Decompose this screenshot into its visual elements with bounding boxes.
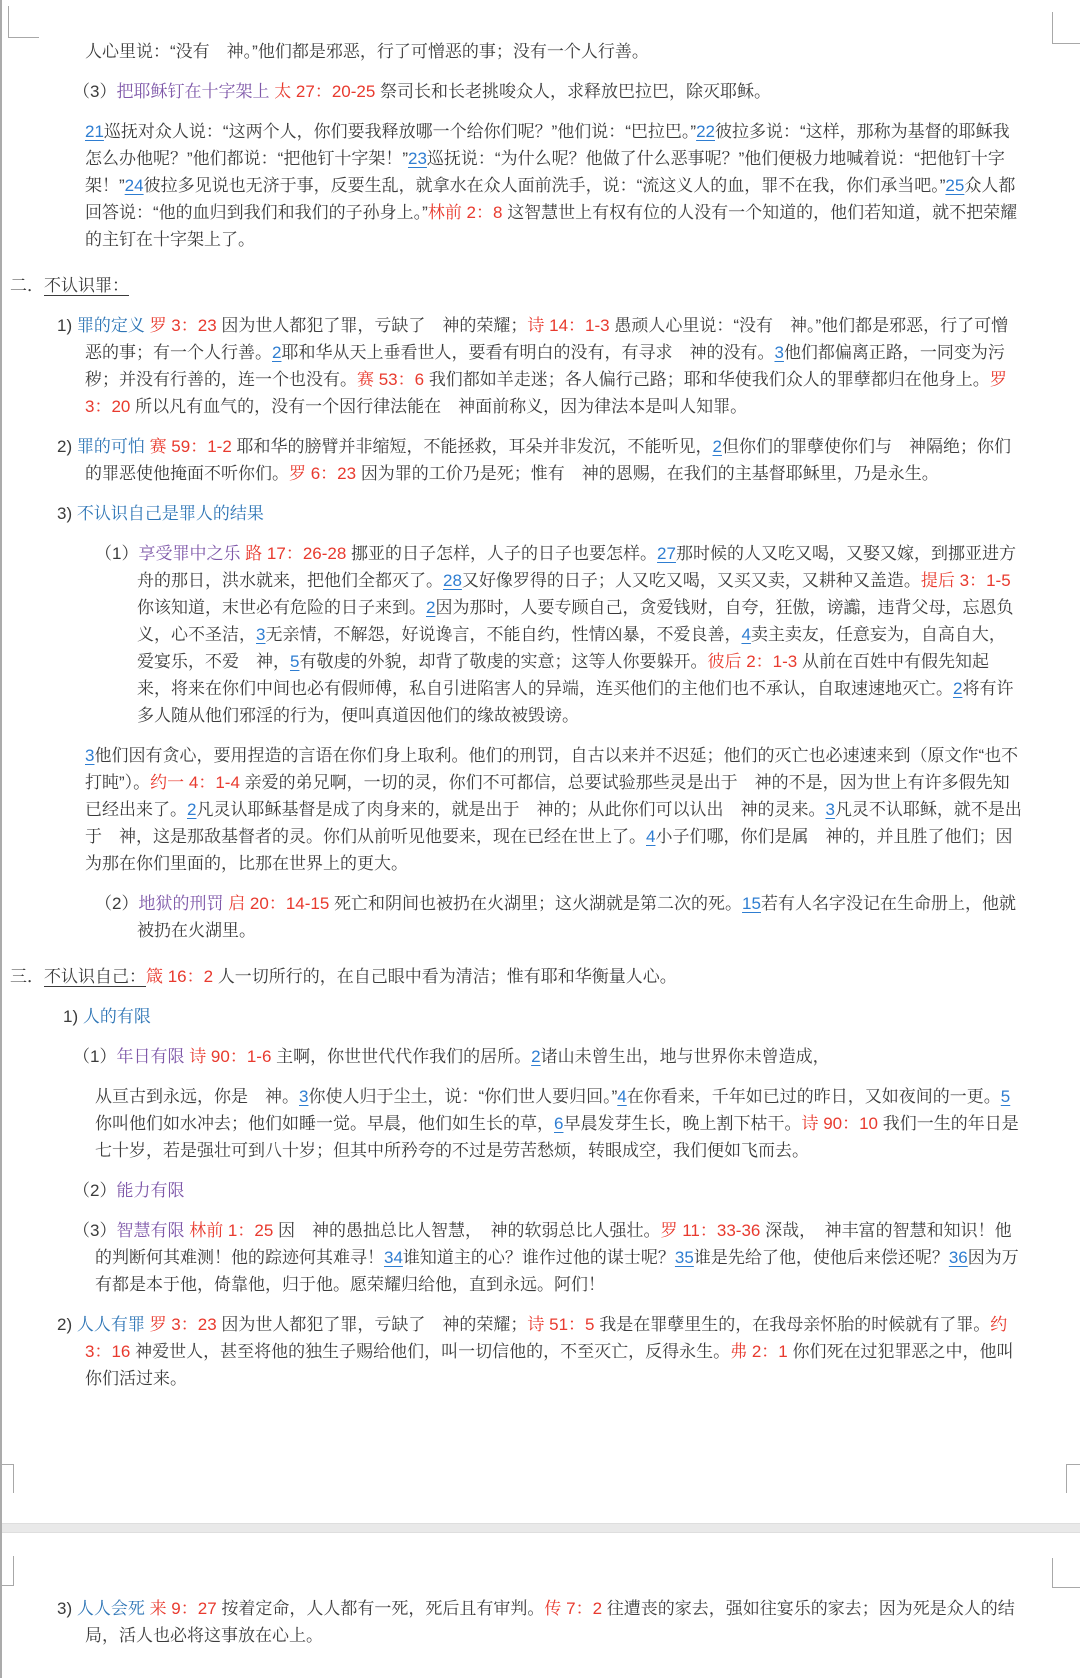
text-run: 诸山未曾生出，地与世界你未曾造成， <box>540 1047 830 1066</box>
scripture-reference: 诗 51：5 <box>527 1315 600 1334</box>
text-run: 2) <box>57 437 77 456</box>
scripture-reference: 赛 59：1-2 <box>149 437 237 456</box>
text-run: 他们都偏离正路，一同变为污秽；并没有行善的，连一个也没有。 <box>85 343 1005 389</box>
text-run: 1) <box>63 1007 83 1026</box>
text-run: 往遭丧的家去，强如往宴乐的家去；因为死是众人的结局，活人也必将这事放在心上。 <box>85 1599 1015 1645</box>
text-run: 若有人名字没记在生命册上，他就被扔在火湖里。 <box>137 894 1016 940</box>
verse-number-link[interactable]: 3 <box>256 625 266 644</box>
scripture-reference: 传 7：2 <box>544 1599 607 1618</box>
verse-number-link[interactable]: 3 <box>85 746 95 765</box>
text-run: 愚顽人心里说：“没有 神。”他们都是邪恶，行了可憎恶的事；有一个人行善。 <box>85 316 1009 362</box>
text-run: 彼拉多说：“这样，那称为基督的耶稣我怎么办他呢？”他们都说：“把他钉十字架！” <box>85 122 1010 168</box>
verse-number-link[interactable]: 6 <box>554 1114 564 1133</box>
text-run: 但你们的罪孽使你们与 神隔绝；你们的罪恶使他掩面不听你们。 <box>85 437 1011 483</box>
section-heading-not-knowing-self <box>10 963 1022 990</box>
page-break-separator <box>0 1523 1080 1533</box>
verse-number-link[interactable]: 24 <box>124 176 144 195</box>
scripture-reference: 罗 3：20 <box>85 370 1007 416</box>
verse-number-link[interactable]: 4 <box>617 1087 627 1106</box>
text-run: 巡抚对众人说：“这两个人，你们要我释放哪一个给你们呢？”他们说：“巴拉巴。” <box>103 122 697 141</box>
verse-number-link[interactable]: 22 <box>696 122 715 141</box>
text-run: 3) <box>57 504 77 523</box>
scripture-reference: 启 20：14-15 <box>228 894 335 913</box>
verse-number-link[interactable]: 21 <box>85 122 104 141</box>
text-run: 在你看来，千年如已过的昨日，又如夜间的一更。 <box>626 1087 1001 1106</box>
page1-bottom-right-margin-mark <box>1066 1464 1080 1493</box>
item-pleasure-of-sin <box>95 540 1022 729</box>
page2-top-right-margin-mark <box>1052 1558 1080 1588</box>
verse-number-link[interactable]: 3 <box>299 1087 309 1106</box>
text-run: 因为万有都是本于他，倚靠他，归于他。愿荣耀归给他，直到永远。阿们！ <box>95 1248 1019 1294</box>
verse-number-link[interactable]: 2 <box>712 437 722 456</box>
scripture-reference: 路 17：26-28 <box>245 544 352 563</box>
text-run: 按着定命，人人都有一死，死后且有审判。 <box>221 1599 545 1618</box>
item-result-of-not-knowing-sinner <box>57 500 1022 527</box>
text-run: 谁知道主的心？谁作过他的谋士呢？ <box>402 1248 675 1267</box>
scripture-reference: 林前 2：8 <box>427 203 508 222</box>
verse-number-link[interactable]: 3 <box>774 343 784 362</box>
verse-number-link[interactable]: 15 <box>742 894 761 913</box>
subheading-blue: 不认识自己是罪人的结果 <box>76 504 264 523</box>
text-run: 无亲情，不解怨，好说谗言，不能自约，性情凶暴，不爱良善， <box>265 625 742 644</box>
text-run: 众人都回答说：“他的血归到我们和我们的子孙身上。” <box>85 176 1016 222</box>
text-run: 从亘古到永远，你是 神。 <box>95 1087 299 1106</box>
text-run: 谁是先给了他，使他后来偿还呢？ <box>693 1248 949 1267</box>
subheading-purple: 地狱的刑罚 <box>138 894 229 913</box>
text-run: 二． <box>10 276 44 295</box>
verse-number-link[interactable]: 4 <box>646 827 656 846</box>
heading-crucify-jesus <box>73 78 1022 105</box>
text-run: 卖主卖友，任意妄为，自高自大，爱宴乐，不爱 神， <box>137 625 1006 671</box>
text-run: 亲爱的弟兄啊，一切的灵，你们不可都信，总要试验那些灵是出于 神的不是，因为世上有许多假先知已经出来了。 <box>85 773 1010 819</box>
text-run: 凡灵不认耶稣，就不是出于 神，这是那敌基督者的灵。你们从前听见他要来，现在已经在世上了。 <box>85 800 1022 846</box>
scripture-reference: 诗 90：1-6 <box>189 1047 277 1066</box>
text-run: （1） <box>73 1047 117 1066</box>
text-run: （2） <box>73 1181 117 1200</box>
text-run: 将有许多人随从他们邪淫的行为，便叫真道因他们的缘故被毁谤。 <box>137 679 1014 725</box>
text-run: 祭司长和长老挑唆众人，求释放巴拉巴，除灭耶稣。 <box>380 82 772 101</box>
text-run: 死亡和阴间也被扔在火湖里；这火湖就是第二次的死。 <box>334 894 743 913</box>
para-false-teachers <box>85 742 1022 877</box>
text-run: 你们死在过犯罪恶之中，他叫你们活过来。 <box>85 1342 1014 1388</box>
subheading-blue: 人人会死 <box>76 1599 150 1618</box>
text-run: 三． <box>10 967 44 986</box>
item-human-limitation <box>63 1003 1022 1030</box>
scripture-reference: 提后 3：1-5 <box>920 571 1011 590</box>
text-run: 又好像罗得的日子；人又吃又喝，又买又卖，又耕种又盖造。 <box>461 571 921 590</box>
text-run: 有敬虔的外貌，却背了敬虔的实意；这等人你要躲开。 <box>299 652 708 671</box>
scripture-reference: 来 9：27 <box>149 1599 222 1618</box>
verse-number-link[interactable]: 5 <box>290 652 300 671</box>
window-left-edge-line <box>0 0 2 1678</box>
scripture-reference: 罗 3：23 <box>149 1315 222 1334</box>
scripture-reference: 箴 16：2 <box>146 967 218 986</box>
text-run: 所以凡有血气的，没有一个因行律法能在 神面前称义，因为律法本是叫人知罪。 <box>135 397 748 416</box>
verse-number-link[interactable]: 2 <box>426 598 436 617</box>
subheading-purple: 智慧有限 <box>116 1221 190 1240</box>
item-limited-days <box>73 1043 1022 1070</box>
verse-number-link[interactable]: 34 <box>384 1248 403 1267</box>
scripture-reference: 赛 53：6 <box>357 370 429 389</box>
text-run: 耶和华的膀臂并非缩短，不能拯救，耳朵并非发沉，不能听见， <box>236 437 713 456</box>
scripture-reference: 诗 90：10 <box>801 1114 883 1133</box>
page2-top-left-margin-mark <box>0 1556 14 1586</box>
verse-number-link[interactable]: 3 <box>825 800 835 819</box>
subheading-blue: 人人有罪 <box>76 1315 150 1334</box>
para-matthew27-passage <box>85 118 1022 253</box>
scripture-reference: 罗 3：23 <box>149 316 222 335</box>
text-run: 从前在百姓中有假先知起来，将来在你们中间也必有假师傅，私自引进陷害人的异端，连买他们的主他们也不承认，自取速速地灭亡。 <box>137 652 989 698</box>
subheading-blue: 罪的可怕 <box>76 437 150 456</box>
scripture-reference: 约 3：16 <box>85 1315 1008 1361</box>
text-run: 这智慧世上有权有位的人没有一个知道的，他们若知道，就不把荣耀的主钉在十字架上了。 <box>85 203 1018 249</box>
scripture-reference: 太 27：20-25 <box>274 82 381 101</box>
scripture-reference: 约一 4：1-4 <box>150 773 245 792</box>
scripture-reference: 罗 6：23 <box>289 464 361 483</box>
document-page-2 <box>0 1533 1080 1678</box>
verse-number-link[interactable]: 23 <box>407 149 427 168</box>
scripture-reference: 诗 14：1-3 <box>527 316 615 335</box>
scripture-reference: 罗 11：33-36 <box>660 1221 766 1240</box>
text-run: 你使人归于尘土，说：“你们世人要归回。” <box>308 1087 618 1106</box>
item-limited-wisdom <box>73 1217 1022 1298</box>
item-hell-punishment <box>95 890 1022 944</box>
page1-top-left-margin-mark <box>8 6 39 38</box>
text-run: 彼拉多见说也无济于事，反要生乱，就拿水在众人面前洗手，说：“流这义人的血，罪不在我，你们承当吧。” <box>143 176 946 195</box>
text-run: 凡灵认耶稣基督是成了肉身来的，就是出于 神的；从此你们可以认出 神的灵来。 <box>196 800 826 819</box>
text-run: 因为世人都犯了罪，亏缺了 神的荣耀； <box>221 1315 528 1334</box>
scripture-reference: 弗 2：1 <box>730 1342 793 1361</box>
text-run: 主啊，你世世代代作我们的居所。 <box>276 1047 532 1066</box>
text-run: （2） <box>95 894 139 913</box>
text-run: 你该知道，末世必有危险的日子来到。 <box>137 598 426 617</box>
verse-number-link[interactable]: 2 <box>953 679 963 698</box>
verse-number-link[interactable]: 5 <box>1000 1087 1011 1106</box>
item-sin-definition <box>57 312 1022 420</box>
verse-number-link[interactable]: 28 <box>443 571 462 590</box>
item-all-have-sinned <box>57 1311 1022 1392</box>
verse-number-link[interactable]: 36 <box>948 1248 968 1267</box>
verse-number-link[interactable]: 25 <box>945 176 965 195</box>
text-run: 我们一生的年日是七十岁，若是强壮可到八十岁；但其中所矜夸的不过是劳苦愁烦，转眼成空，我们便如飞而去。 <box>95 1114 1019 1160</box>
verse-number-link[interactable]: 27 <box>657 544 676 563</box>
scripture-reference: 彼后 2：1-3 <box>707 652 802 671</box>
text-run: 小子们哪，你们是属 神的，并且胜了他们；因为那在你们里面的，比那在世界上的更大。 <box>85 827 1013 873</box>
section-heading-not-knowing-sin <box>10 272 1022 299</box>
item-all-will-die <box>57 1595 1022 1649</box>
text-run: 那时候的人又吃又喝，又娶又嫁，到挪亚进方舟的那日，洪水就来，把他们全都灭了。 <box>137 544 1016 590</box>
text-run: 人心里说：“没有 神。”他们都是邪恶，行了可憎恶的事；没有一个人行善。 <box>85 42 649 61</box>
text-run: 深哉， 神丰富的智慧和知识！他的判断何其难测！他的踪迹何其难寻！ <box>95 1221 1012 1267</box>
verse-number-link[interactable]: 2 <box>531 1047 541 1066</box>
text-run: 因为世人都犯了罪，亏缺了 神的荣耀； <box>221 316 528 335</box>
text-run: 2) <box>57 1315 77 1334</box>
text-run: （3） <box>73 1221 117 1240</box>
text-run: （3） <box>73 82 117 101</box>
para-psalm90-passage <box>95 1083 1022 1164</box>
text-run: 巡抚说：“为什么呢？他做了什么恶事呢？”他们便极力地喊着说：“把他钉十字架！” <box>85 149 1005 195</box>
item-limited-ability <box>73 1177 1022 1204</box>
text-run: 因 神的愚拙总比人智慧， 神的软弱总比人强壮。 <box>278 1221 661 1240</box>
text-run: 1) <box>57 316 77 335</box>
subheading-blue: 人的有限 <box>82 1007 151 1026</box>
scripture-reference: 林前 1：25 <box>189 1221 279 1240</box>
text-run: 人一切所行的，在自己眼中看为清洁；惟有耶和华衡量人心。 <box>217 967 677 986</box>
subheading-purple: 享受罪中之乐 <box>138 544 246 563</box>
text-run: 神爱世人，甚至将他的独生子赐给他们，叫一切信他的，不至灭亡，反得永生。 <box>135 1342 731 1361</box>
text-run: 耶和华从天上垂看世人，要看有明白的没有，有寻求 神的没有。 <box>281 343 775 362</box>
section-title-underlined: 不认识罪： <box>44 276 129 295</box>
text-run: 我们都如羊走迷；各人偏行己路；耶和华使我们众人的罪孽都归在他身上。 <box>428 370 990 389</box>
page1-top-right-margin-mark <box>1052 12 1080 44</box>
subheading-purple: 能力有限 <box>116 1181 185 1200</box>
subheading-purple: 年日有限 <box>116 1047 190 1066</box>
subheading-purple: 把耶稣钉在十字架上 <box>116 82 275 101</box>
text-run: 因为那时，人要专顾自己，贪爱钱财，自夸，狂傲，谤讟，违背父母，忘恩负义，心不圣洁， <box>137 598 1014 644</box>
text-run: 我是在罪孽里生的，在我母亲怀胎的时候就有了罪。 <box>599 1315 991 1334</box>
subheading-blue: 罪的定义 <box>76 316 150 335</box>
verse-number-link[interactable]: 35 <box>674 1248 694 1267</box>
text-run: 他们因有贪心，要用捏造的言语在你们身上取利。他们的刑罚，自古以来并不迟延；他们的灭亡也必速速来到（原文作“也不打盹”）。 <box>85 746 1019 792</box>
text-run: 挪亚的日子怎样，人子的日子也要怎样。 <box>351 544 658 563</box>
text-run: 你叫他们如水冲去；他们如睡一觉。早晨，他们如生长的草， <box>95 1114 554 1133</box>
verse-number-link[interactable]: 2 <box>187 800 197 819</box>
para-psalm14-quote <box>85 38 1022 65</box>
section-title-underlined: 不认识自己： <box>44 967 146 986</box>
item-sin-fearfulness <box>57 433 1022 487</box>
verse-number-link[interactable]: 2 <box>272 343 282 362</box>
page1-bottom-left-margin-mark <box>0 1464 14 1493</box>
text-run: 早晨发芽生长，晚上割下枯干。 <box>563 1114 802 1133</box>
text-run: （1） <box>95 544 139 563</box>
text-run: 因为罪的工价乃是死；惟有 神的恩赐，在我们的主基督耶稣里，乃是永生。 <box>360 464 939 483</box>
verse-number-link[interactable]: 4 <box>741 625 751 644</box>
text-run: 3) <box>57 1599 77 1618</box>
